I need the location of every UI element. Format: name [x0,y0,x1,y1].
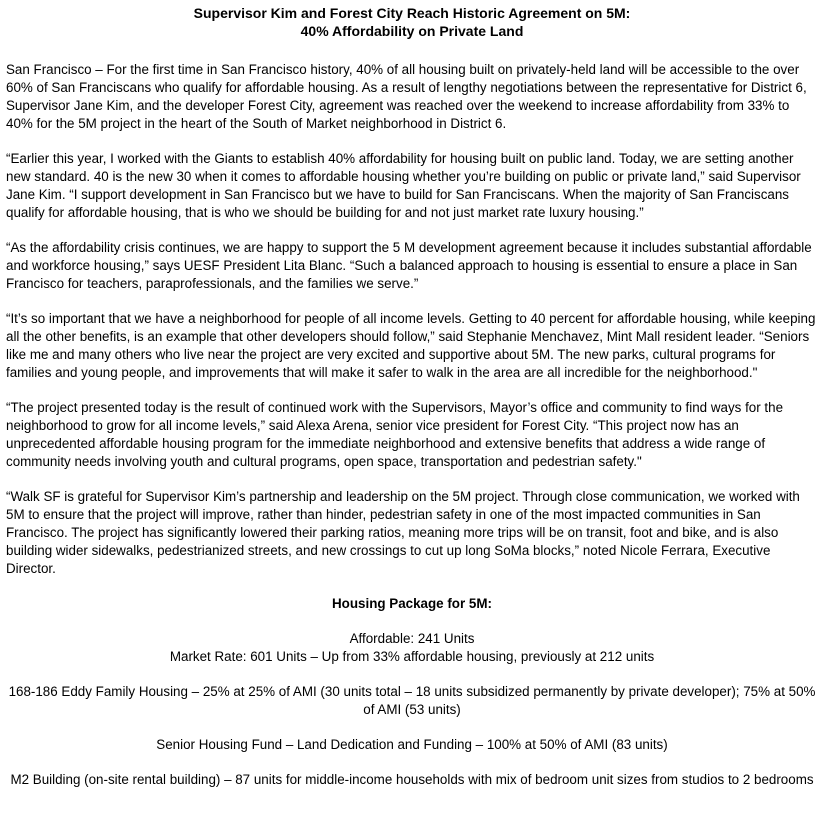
paragraph-arena-quote: “The project presented today is the result of continued work with the Supervisors, Mayor’s office and community to find ways for the neighborhood to grow for all income levels,” said Alexa Arena, senior vice president for Forest City. “This project now has an unprecedented affordable housing program for the immediate neighborhood and extensive benefits that address a wide range of community needs involving youth and cultural programs, open space, transportation and pedestrian safety." [6,400,784,469]
article-body [6,61,818,578]
affordable-units-line: Affordable: 241 Units [349,631,475,646]
senior-housing-fund-line: Senior Housing Fund – Land Dedication and Funding – 100% at 50% of AMI (83 units) [156,737,668,752]
paragraph-kim-quote: “Earlier this year, I worked with the Giants to establish 40% affordability for housing built on public land. Today, we are setting another new standard. 40 is the new 30 when it comes to affordable housing whether you’re building on public or private land,” said Supervisor Jane Kim. “I support development in San Francisco but we have to build for San Franciscans. When the majority of San Franciscans qualify for affordable housing, that is who we should be building for and not just market rate luxury housing.” [6,151,801,220]
paragraph-menchavez-quote: “It’s so important that we have a neighborhood for people of all income levels. Getting to 40 percent for affordable housing, while keeping all the other benefits, is an example that other developers should follow,” said Stephanie Menchavez, Mint Mall resident leader. “Seniors like me and many others who live near the project are very excited and supportive about 5M. The new parks, cultural programs for families and young people, and improvements that will make it safer to walk in the area are all incredible for the neighborhood." [6,311,816,380]
paragraph-uesf-quote: “As the affordability crisis continues, we are happy to support the 5 M development agreement because it includes substantial affordable and workforce housing,” says UESF President Lita Blanc. “Such a balanced approach to housing is essential to ensure a place in San Francisco for teachers, paraprofessionals, and the families we serve.” [6,240,812,291]
eddy-family-housing-line: 168-186 Eddy Family Housing – 25% at 25% of AMI (30 units total – 18 units subsidized permanently by private developer); 75% at 50% of AMI (53 units) [8,684,816,717]
document-title [6,4,818,40]
paragraph-intro: San Francisco – For the first time in San Francisco history, 40% of all housing built on privately-held land will be accessible to the over 60% of San Franciscans who qualify for affordable housing. As a result of lengthy negotiations between the representative for District 6, Supervisor Jane Kim, and the developer Forest City, agreement was reached over the weekend to increase affordability from 33% to 40% for the 5M project in the heart of the South of Market neighborhood in District 6. [6,62,807,131]
title-line-1: Supervisor Kim and Forest City Reach Historic Agreement on 5M: [193,5,631,21]
paragraph-walksf-quote: “Walk SF is grateful for Supervisor Kim’s partnership and leadership on the 5M project. Through close communication, we worked with 5M to ensure that the project will improve, rather than hinder, pedestrian safety in one of the most impacted communities in San Francisco. The project has significantly lowered their parking ratios, meaning more trips will be on transit, foot and bike, and is also building wider sidewalks, pedestrianized streets, and new crossings to cut up long SoMa blocks,” noted Nicole Ferrara, Executive Director. [6,489,800,576]
housing-package-section [6,595,818,789]
market-rate-line: Market Rate: 601 Units – Up from 33% affordable housing, previously at 212 units [169,649,655,664]
housing-package-heading: Housing Package for 5M: [332,596,492,611]
m2-building-line: M2 Building (on-site rental building) – 87 units for middle-income households with mix of bedroom unit sizes from studios to 2 bedrooms [10,772,814,787]
title-line-2: 40% Affordability on Private Land [300,23,524,39]
